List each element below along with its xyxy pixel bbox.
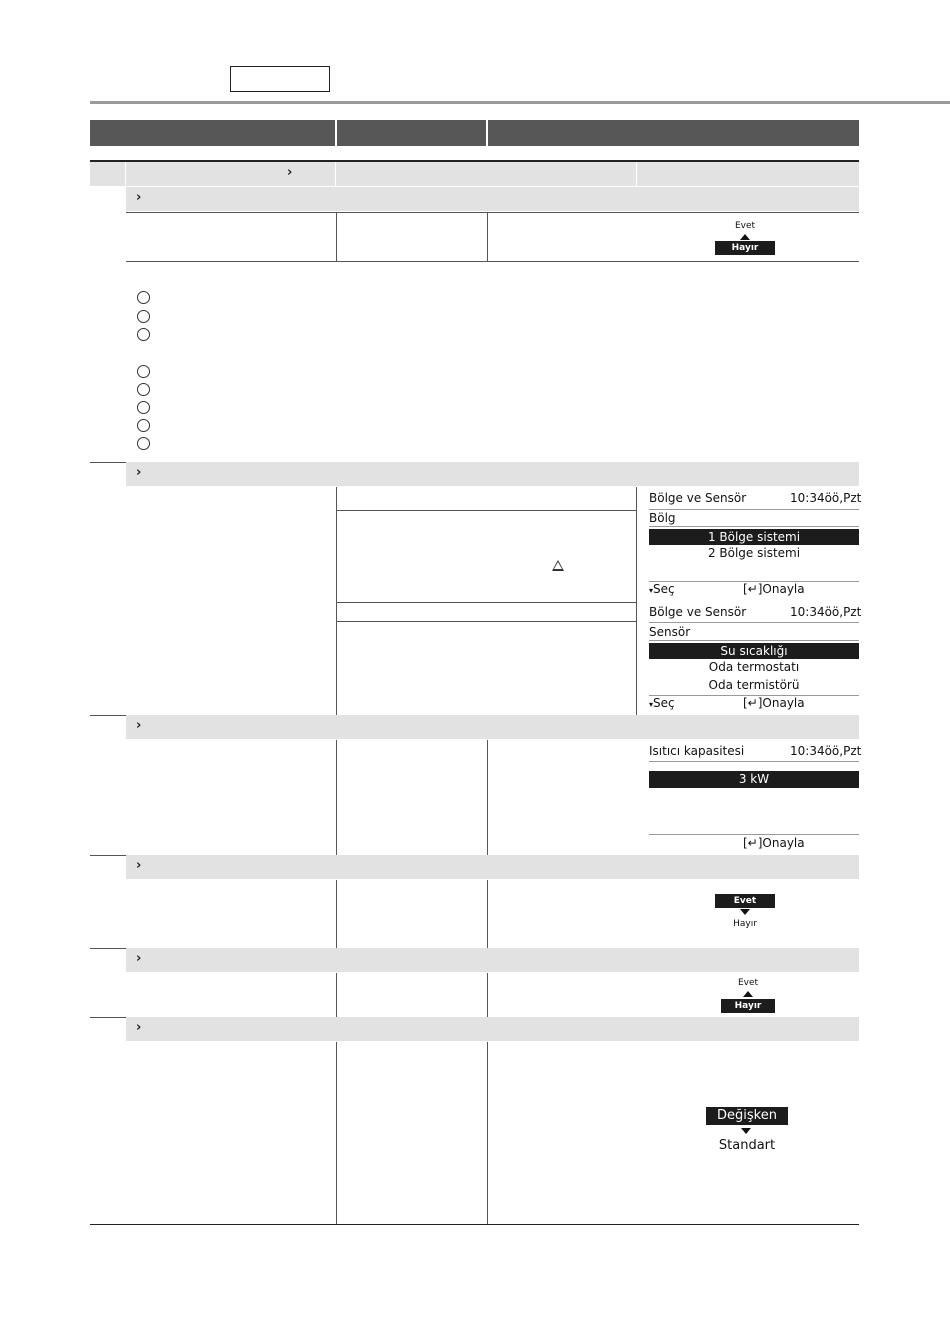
rule	[649, 640, 859, 641]
chevron-right-icon: ›	[136, 718, 142, 733]
chevron-right-icon: ›	[136, 190, 142, 205]
zone-option-selected[interactable]: 1 Bölge sistemi	[649, 529, 859, 545]
rule	[487, 212, 488, 261]
section-bar-3	[126, 715, 859, 739]
rule	[487, 1042, 488, 1225]
rule	[336, 212, 337, 261]
mode-variable-selected: Değişken	[706, 1107, 788, 1125]
section-bar-5	[126, 948, 859, 972]
rule	[487, 740, 488, 855]
rule	[126, 261, 859, 262]
section-bar-4	[126, 855, 859, 879]
bar-divider	[125, 162, 126, 186]
screen-time: 10:34öö,Pzt	[790, 744, 862, 758]
arrow-up-icon	[740, 234, 750, 240]
circled-marker	[137, 291, 150, 304]
zone-option[interactable]: 2 Bölge sistemi	[707, 546, 801, 560]
circled-marker	[137, 328, 150, 341]
rule	[336, 880, 337, 948]
toggle-no-selected: Hayır	[721, 999, 775, 1013]
screen-time: 10:34öö,Pzt	[790, 491, 862, 505]
sensor-option[interactable]: Oda termistörü	[708, 678, 800, 692]
bar-divider	[636, 162, 637, 186]
select-label: Seç	[653, 582, 675, 596]
zone-label: Bölg	[649, 511, 676, 525]
sensor-option[interactable]: Oda termostatı	[708, 660, 800, 674]
rule	[90, 855, 126, 856]
arrow-down-icon: ▾	[649, 586, 654, 595]
arrow-down-icon: ▾	[649, 700, 654, 709]
rule	[487, 973, 488, 1017]
sensor-option-selected[interactable]: Su sıcaklığı	[649, 643, 859, 659]
rule	[90, 948, 126, 949]
rule	[336, 602, 636, 603]
table-header-divider-2	[486, 120, 488, 146]
footer-confirm	[743, 582, 805, 596]
screen-title: Isıtıcı kapasitesi	[649, 744, 745, 758]
circled-marker	[137, 365, 150, 378]
table-bottom-rule	[90, 1224, 859, 1225]
screen-title: Bölge ve Sensör	[649, 605, 747, 619]
confirm-label: Onayla	[762, 836, 805, 850]
footer-confirm	[743, 696, 805, 710]
bar-divider	[335, 162, 336, 186]
table-header-bar	[90, 120, 859, 146]
main-section-bar	[90, 162, 859, 186]
arrow-down-icon	[741, 1128, 751, 1134]
circled-marker	[137, 310, 150, 323]
screen-time: 10:34öö,Pzt	[790, 605, 862, 619]
rule	[649, 834, 859, 835]
mode-standard-label: Standart	[718, 1138, 776, 1153]
table-header-divider-1	[335, 120, 337, 146]
chevron-right-icon: ›	[136, 951, 142, 966]
rule	[649, 526, 859, 527]
circled-marker	[137, 419, 150, 432]
rule	[649, 622, 859, 623]
toggle-yes-label: Evet	[737, 978, 759, 988]
enter-key-icon: [↵]	[743, 696, 763, 710]
rule	[90, 715, 126, 716]
rule	[336, 510, 636, 511]
heater-value-selected[interactable]: 3 kW	[649, 771, 859, 788]
enter-key-icon: [↵]	[743, 582, 763, 596]
footer-confirm	[743, 836, 805, 850]
rule	[649, 509, 859, 510]
rule	[636, 487, 637, 715]
rule	[649, 761, 859, 762]
rule	[336, 740, 337, 855]
circled-marker	[137, 401, 150, 414]
toggle-no-label: Hayır	[733, 919, 757, 929]
toggle-no-selected: Hayır	[715, 241, 775, 255]
header-rule	[90, 101, 950, 104]
select-label: Seç	[653, 696, 675, 710]
rule	[336, 621, 636, 622]
circled-marker	[137, 383, 150, 396]
toggle-yes-selected: Evet	[715, 894, 775, 908]
rule	[336, 973, 337, 1017]
arrow-down-icon	[740, 909, 750, 915]
chevron-right-icon: ›	[136, 858, 142, 873]
header-label-box	[230, 66, 330, 92]
rule	[336, 1042, 337, 1225]
arrow-up-icon	[743, 991, 753, 997]
footer-select	[649, 582, 675, 596]
chevron-right-icon: ›	[287, 165, 293, 180]
circled-marker	[137, 437, 150, 450]
enter-key-icon: [↵]	[743, 836, 763, 850]
chevron-right-icon: ›	[136, 465, 142, 480]
rule	[90, 1017, 126, 1018]
screen-title: Bölge ve Sensör	[649, 491, 747, 505]
section-bar-1	[126, 187, 859, 211]
footer-select	[649, 696, 675, 710]
warning-triangle-inner	[554, 562, 562, 569]
section-bar-2	[126, 462, 859, 486]
rule	[487, 880, 488, 948]
confirm-label: Onayla	[762, 696, 805, 710]
chevron-right-icon: ›	[136, 1020, 142, 1035]
rule	[126, 212, 859, 213]
sensor-label: Sensör	[649, 625, 691, 639]
confirm-label: Onayla	[762, 582, 805, 596]
section-bar-6	[126, 1017, 859, 1041]
toggle-yes-label: Evet	[734, 221, 756, 231]
rule	[336, 487, 337, 715]
rule	[90, 462, 126, 463]
